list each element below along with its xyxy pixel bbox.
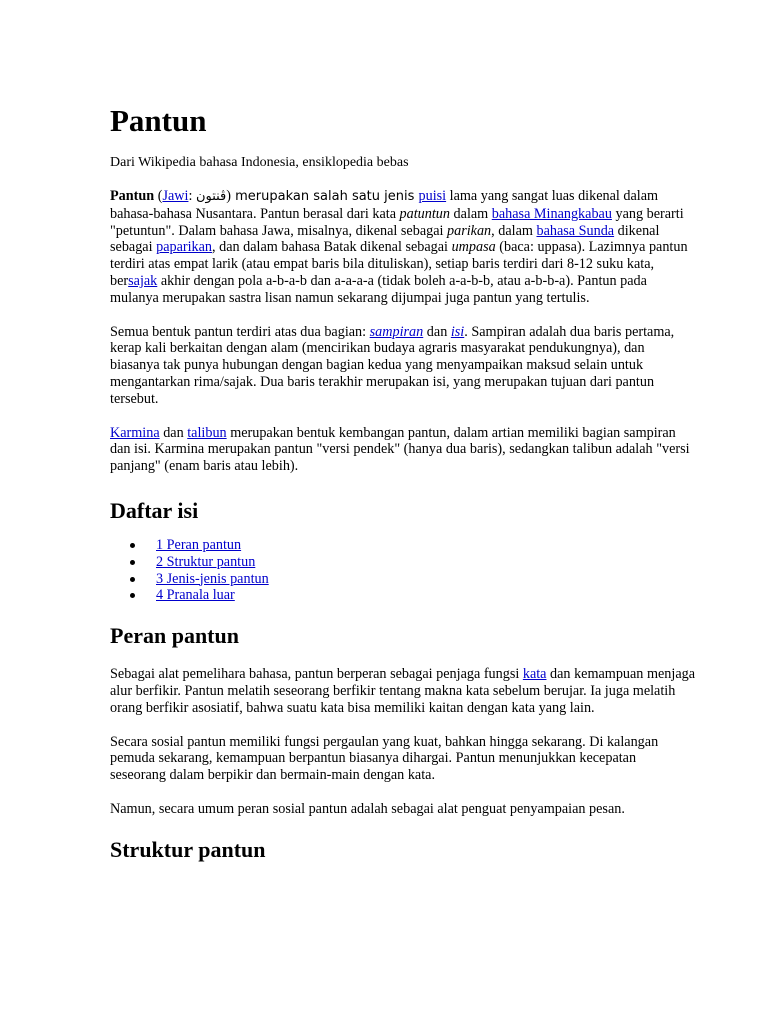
intro-text-g: , dan dalam bahasa Batak dikenal sebagai xyxy=(212,239,452,256)
intro-text-a: merupakan salah satu jenis xyxy=(231,189,419,204)
toc-link-struktur[interactable]: 2 Struktur pantun xyxy=(156,553,256,570)
intro-bold-term: Pantun xyxy=(110,188,155,204)
toc-heading: Daftar isi xyxy=(110,497,199,523)
peran-paragraph-3: Namun, secara umum peran sosial pantun adalah sebagai alat penguat penyampaian pesan. xyxy=(110,800,625,817)
toc-item xyxy=(110,571,695,588)
toc-item xyxy=(110,537,695,554)
toc-link-pranala[interactable]: 4 Pranala luar xyxy=(156,587,235,604)
intro-parikan: parikan xyxy=(447,222,492,239)
intro-text-d: yang berarti "petuntun". Dalam bahasa Jawa, misalnya, dikenal sebagai xyxy=(110,205,684,239)
peran-text-a: Sebagai alat pemelihara bahasa, pantun berperan sebagai penjaga fungsi xyxy=(110,666,523,683)
variants-paragraph xyxy=(110,425,695,475)
parts-text-b: dan xyxy=(423,323,451,340)
intro-text-i: akhir dengan pola a-b-a-b dan a-a-a-a (tidak boleh a-a-b-b, atau a-b-b-a). Pantun pada mulanya merupakan sastra lisan namun sekarang dijumpai juga pantun yang tertulis. xyxy=(110,272,647,306)
peran-paragraph-2: Secara sosial pantun memiliki fungsi pergaulan yang kuat, bahkan hingga sekarang. Di kalangan pemuda sekarang, kemampuan berpantun biasanya dihargai. Pantun menunjukkan kecepatan seseorang dalam berpikir dan bermain-main dengan kata. xyxy=(110,733,659,784)
toc-link-jenis[interactable]: 3 Jenis-jenis pantun xyxy=(156,570,269,587)
intro-umpasa: umpasa xyxy=(451,239,496,256)
variants-text-a: dan xyxy=(159,424,188,441)
parts-text-a: Semua bentuk pantun terdiri atas dua bagian: xyxy=(110,323,370,340)
intro-text-h: (baca: uppasa). Lazimnya pantun terdiri atas empat larik (atau empat baris bila dituliskan), setiap baris terdiri dari 8-12 suku kata, ber xyxy=(110,239,688,289)
link-kata[interactable]: kata xyxy=(522,666,547,683)
article-content xyxy=(110,100,695,864)
link-sajak[interactable]: sajak xyxy=(128,272,158,289)
variants-text-b: merupakan bentuk kembangan pantun, dalam artian memiliki bagian sampiran dan isi. Karmina merupakan pantun "versi pendek" (hanya dua baris), sedangkan talibun adalah "versi panjang" (enam baris atau lebih). xyxy=(110,424,690,475)
link-sampiran[interactable]: sampiran xyxy=(369,323,424,340)
link-paparikan[interactable]: paparikan xyxy=(156,239,213,256)
link-jawi[interactable]: Jawi xyxy=(162,188,189,204)
link-talibun[interactable]: talibun xyxy=(187,424,227,441)
intro-text-b: lama yang sangat luas dikenal dalam bahasa-bahasa Nusantara. Pantun berasal dari kata xyxy=(110,188,659,222)
bullet-icon xyxy=(130,593,135,598)
intro-text-e: , dalam xyxy=(491,222,537,239)
bullet-icon xyxy=(130,543,135,548)
peran-text-b: dan kemampuan menjaga alur berfikir. Pantun melatih seseorang berfikir tentang makna kata sebelum berujar. Ia juga melatih orang berfikir asosiatif, bahwa suatu kata bisa memiliki kaitan dengan kata yang lain. xyxy=(110,666,696,716)
link-puisi[interactable]: puisi xyxy=(418,188,447,204)
parts-text-c: . Sampiran adalah dua baris pertama, kerap kali berkaitan dengan alam (mencirikan budaya agraris masyarakat pendukungnya), dan biasanya tak punya hubungan dengan bagian kedua yang menyampaikan maksud selain untuk mengantarkan rima/sajak. Dua baris terakhir merupakan isi, yang merupakan tujuan dari pantun tersebut. xyxy=(110,323,675,407)
intro-paragraph: Pantun (Jawi: ڤنتون) merupakan salah satu jenis puisi lama yang sangat luas dikenal dalam bahasa-bahasa Nusantara. Pantun berasal dari kata patuntun dalam bahasa Minangkabau yang berarti "petuntun". Dalam bahasa Jawa, misalnya, dikenal sebagai parikan, dalam bahasa Sunda dikenal sebagai paparikan, dan dalam bahasa Batak dikenal sebagai umpasa (baca: uppasa). Lazimnya pantun terdiri atas empat larik (atau empat baris bila dituliskan), setiap baris terdiri dari 8-12 suku kata, bersajak akhir dengan pola a-b-a-b dan a-a-a-a (tidak boleh a-a-b-b, atau a-b-b-a). Pantun pada mulanya merupakan sastra lisan namun sekarang dijumpai juga pantun yang tertulis. xyxy=(110,188,688,306)
link-bahasa-minangkabau[interactable]: bahasa Minangkabau xyxy=(491,205,612,222)
toc-item xyxy=(110,587,695,604)
page-subtitle: Dari Wikipedia bahasa Indonesia, ensiklopedia bebas xyxy=(110,155,409,170)
toc-item xyxy=(110,554,695,571)
jawi-script: ڤنتون xyxy=(195,189,227,204)
intro-text-c: dalam xyxy=(450,205,492,222)
struktur-heading: Struktur pantun xyxy=(110,836,266,862)
peran-paragraph-1 xyxy=(110,666,695,716)
link-bahasa-sunda[interactable]: bahasa Sunda xyxy=(536,222,615,239)
intro-text-f: dikenal sebagai xyxy=(110,222,660,256)
intro-patuntun: patuntun xyxy=(399,205,450,222)
toc-list xyxy=(110,537,695,604)
bullet-icon xyxy=(130,560,135,565)
page-title: Pantun xyxy=(110,103,207,138)
toc-link-peran[interactable]: 1 Peran pantun xyxy=(156,536,242,553)
link-karmina[interactable]: Karmina xyxy=(110,424,160,441)
parts-paragraph xyxy=(110,324,695,408)
bullet-icon xyxy=(130,577,135,582)
peran-heading: Peran pantun xyxy=(110,623,239,649)
link-isi[interactable]: isi xyxy=(450,323,465,340)
